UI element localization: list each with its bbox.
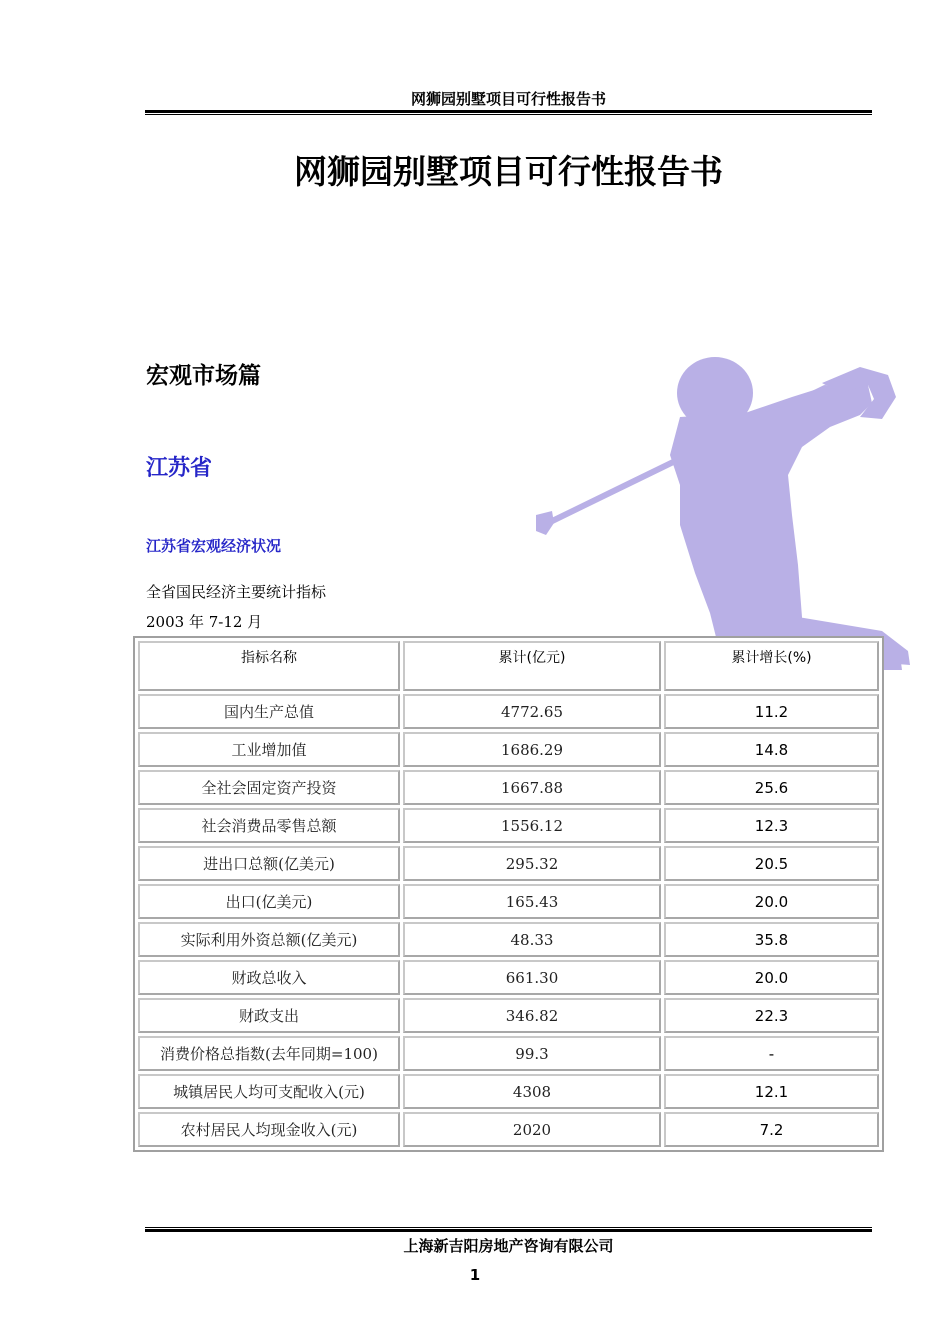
- table-caption: 全省国民经济主要统计指标: [146, 583, 327, 601]
- running-footer-company: 上海新吉阳房地产咨询有限公司: [403, 1237, 614, 1255]
- cumulative-value: 1667.88: [403, 770, 661, 805]
- indicator-name: 进出口总额(亿美元): [138, 846, 400, 881]
- indicator-name: 全社会固定资产投资: [138, 770, 400, 805]
- cumulative-value: 4772.65: [403, 694, 661, 729]
- region-heading: 江苏省: [146, 456, 213, 481]
- table-row: [138, 1036, 879, 1071]
- page-number: 1: [469, 1266, 481, 1284]
- cumulative-value: 99.3: [403, 1036, 661, 1071]
- golfer-watermark-image: [530, 355, 950, 670]
- section-heading: 宏观市场篇: [146, 363, 261, 389]
- indicator-name: 出口(亿美元): [138, 884, 400, 919]
- header-rule: [145, 110, 872, 115]
- growth-value: 20.0: [664, 884, 879, 919]
- table-header-row: [138, 641, 879, 691]
- footer-rule: [145, 1227, 872, 1232]
- cumulative-value: 4308: [403, 1074, 661, 1109]
- cumulative-value: 1686.29: [403, 732, 661, 767]
- indicator-name: 财政支出: [138, 998, 400, 1033]
- indicator-name: 实际利用外资总额(亿美元): [138, 922, 400, 957]
- column-header-growth: 累计增长(%): [664, 641, 879, 691]
- table-row: [138, 1074, 879, 1109]
- indicator-name: 财政总收入: [138, 960, 400, 995]
- cumulative-value: 295.32: [403, 846, 661, 881]
- growth-value: 7.2: [664, 1112, 879, 1147]
- table-row: [138, 960, 879, 995]
- growth-value: 14.8: [664, 732, 879, 767]
- table-row: [138, 1112, 879, 1147]
- growth-value: 22.3: [664, 998, 879, 1033]
- table-row: [138, 770, 879, 805]
- cumulative-value: 1556.12: [403, 808, 661, 843]
- table-period: 2003 年 7-12 月: [146, 613, 263, 631]
- table-row: [138, 694, 879, 729]
- table-row: [138, 922, 879, 957]
- growth-value: 35.8: [664, 922, 879, 957]
- growth-value: 12.3: [664, 808, 879, 843]
- table-row: [138, 732, 879, 767]
- indicator-name: 工业增加值: [138, 732, 400, 767]
- cumulative-value: 2020: [403, 1112, 661, 1147]
- growth-value: 20.5: [664, 846, 879, 881]
- running-header: 网狮园别墅项目可行性报告书: [410, 90, 606, 108]
- indicator-name: 社会消费品零售总额: [138, 808, 400, 843]
- table-row: [138, 998, 879, 1033]
- column-header-indicator: 指标名称: [138, 641, 400, 691]
- statistics-table: [133, 636, 884, 1152]
- cumulative-value: 661.30: [403, 960, 661, 995]
- growth-value: -: [664, 1036, 879, 1071]
- cumulative-value: 165.43: [403, 884, 661, 919]
- growth-value: 12.1: [664, 1074, 879, 1109]
- growth-value: 11.2: [664, 694, 879, 729]
- indicator-name: 农村居民人均现金收入(元): [138, 1112, 400, 1147]
- indicator-name: 国内生产总值: [138, 694, 400, 729]
- table-row: [138, 846, 879, 881]
- indicator-name: 消费价格总指数(去年同期=100): [138, 1036, 400, 1071]
- subsection-heading: 江苏省宏观经济状况: [146, 537, 282, 555]
- indicator-name: 城镇居民人均可支配收入(元): [138, 1074, 400, 1109]
- growth-value: 20.0: [664, 960, 879, 995]
- cumulative-value: 48.33: [403, 922, 661, 957]
- growth-value: 25.6: [664, 770, 879, 805]
- cumulative-value: 346.82: [403, 998, 661, 1033]
- column-header-cumulative: 累计(亿元): [403, 641, 661, 691]
- document-title: 网狮园别墅项目可行性报告书: [294, 152, 723, 191]
- table-row: [138, 808, 879, 843]
- table-row: [138, 884, 879, 919]
